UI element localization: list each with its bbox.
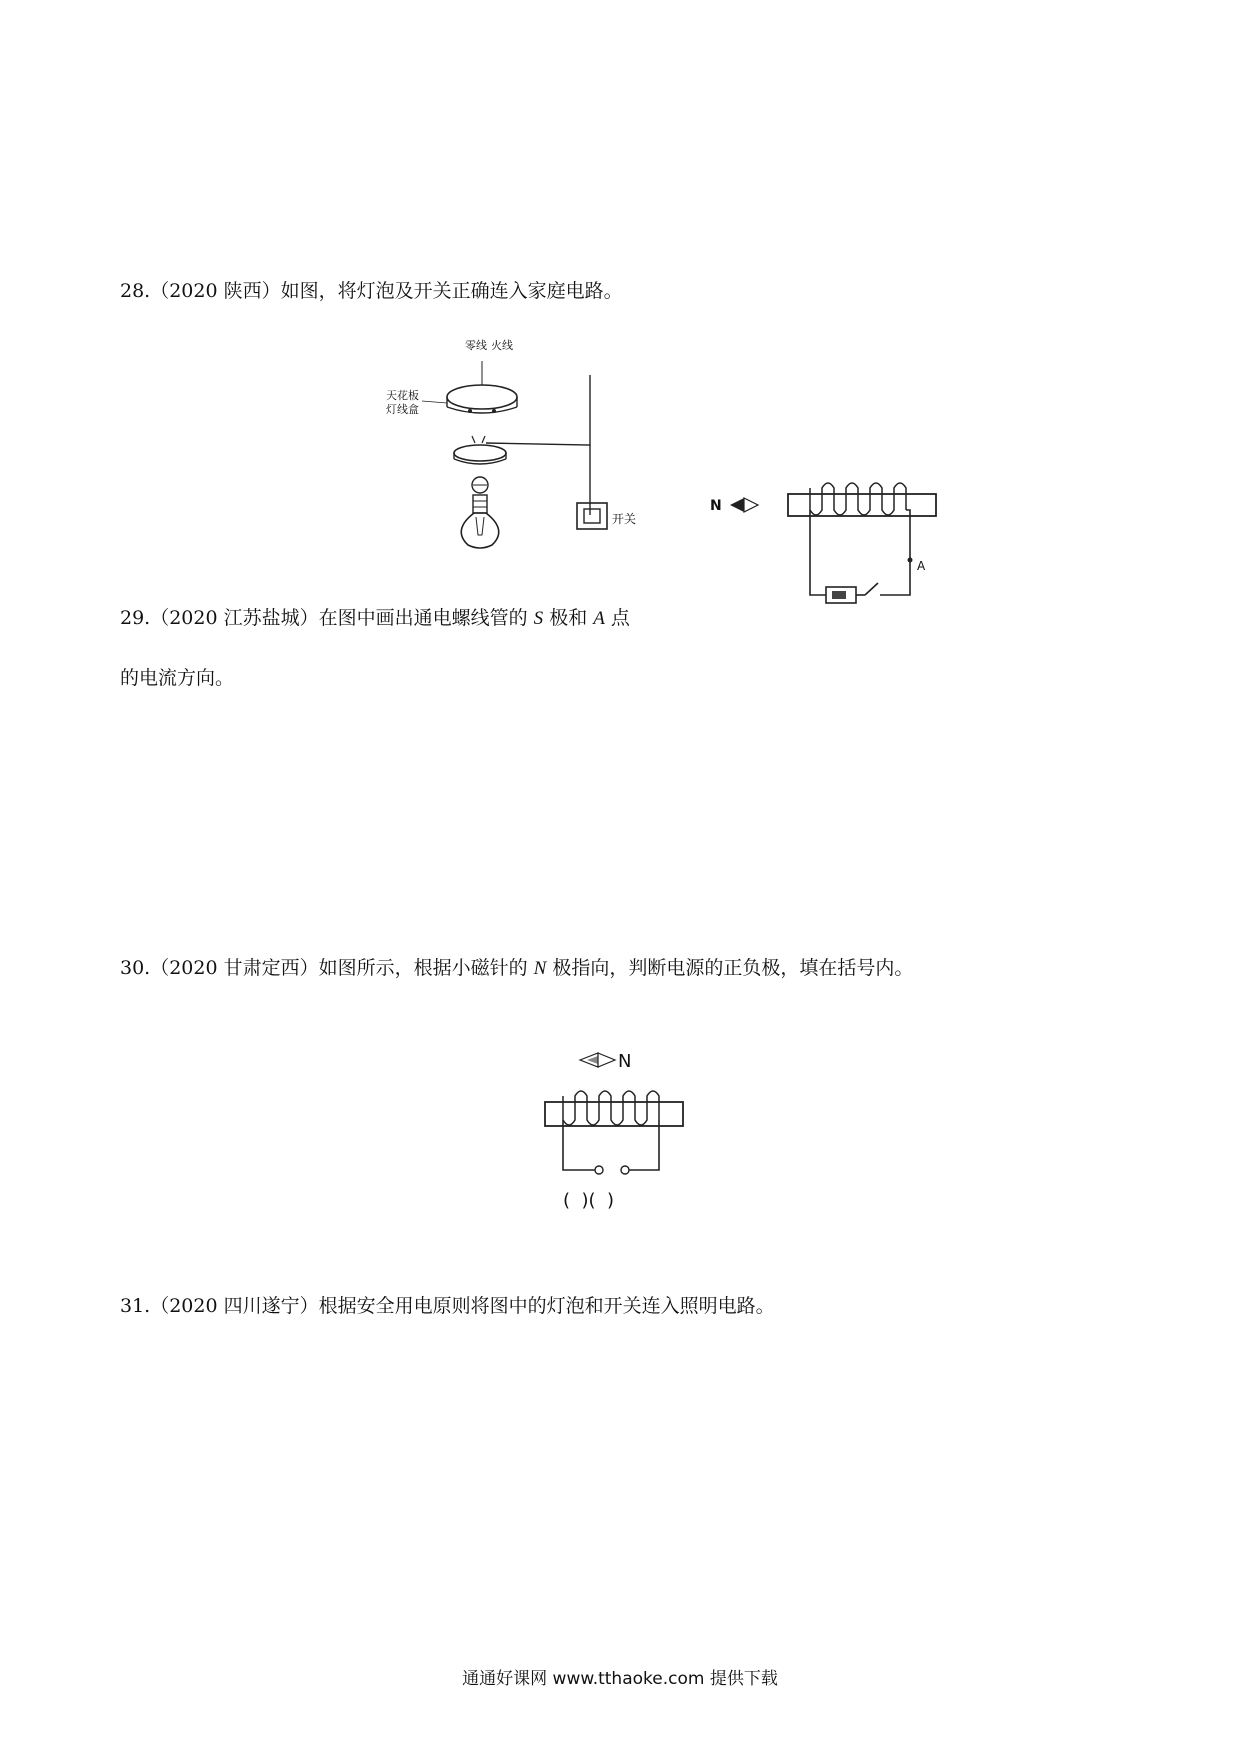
solenoid-coil	[563, 1091, 659, 1125]
question-text: 根据安全用电原则将图中的灯泡和开关连入照明电路。	[318, 1295, 775, 1317]
needle-dark-half	[598, 1053, 615, 1067]
point-a-label: A	[917, 559, 926, 573]
live-line-label: 火线	[491, 339, 513, 352]
question-30: 30.（2020 甘肃定西）如图所示，根据小磁针的 N 极指向，判断电源的正负极，填在括号内。	[120, 957, 914, 979]
question-source: （2020 陕西）	[150, 280, 281, 302]
neutral-terminal	[468, 409, 472, 413]
question-28	[120, 278, 623, 304]
question-source: （2020 江苏盐城）	[150, 607, 319, 629]
figure-29-solenoid	[710, 480, 960, 620]
circuit-wire-left	[563, 1120, 595, 1170]
question-29: 29.（2020 江苏盐城）在图中画出通电螺线管的 S 极和 A 点	[120, 607, 630, 629]
ceiling-box-label-2: 灯线盒	[386, 403, 419, 416]
switch-label: 开关	[612, 512, 637, 526]
ceiling-box	[447, 385, 517, 409]
polarity-brackets: ( )( )	[563, 1190, 614, 1211]
lamp-rose	[454, 445, 506, 461]
terminal-left	[595, 1166, 603, 1174]
solenoid-core	[545, 1102, 683, 1126]
question-source: （2020 甘肃定西）	[150, 957, 319, 979]
s-pole-symbol: S	[533, 608, 544, 629]
needle-n-label: N	[710, 498, 722, 514]
question-29-line2: 的电流方向。	[120, 667, 235, 689]
page-footer: 通通好课网 www.tthaoke.com 提供下载	[462, 1669, 778, 1689]
lamp-socket	[473, 495, 487, 513]
needle-n-label: N	[618, 1051, 632, 1072]
point-a-symbol: A	[593, 608, 605, 629]
figure-30-solenoid	[535, 1040, 695, 1220]
light-bulb	[461, 513, 498, 548]
question-31	[120, 1293, 775, 1319]
point-a	[908, 558, 913, 563]
circuit-wire-left	[810, 510, 826, 595]
question-number: 30.	[120, 957, 151, 979]
question-number: 28.	[120, 280, 151, 302]
ceiling-box-label-1: 天花板	[386, 389, 419, 402]
question-text: 如图，将灯泡及开关正确连入家庭电路。	[280, 280, 623, 302]
terminal-right	[621, 1166, 629, 1174]
neutral-line-label: 零线	[465, 339, 487, 352]
question-number: 31.	[120, 1295, 151, 1317]
figure-28-lamp-circuit	[386, 335, 720, 555]
wall-switch	[577, 503, 607, 529]
question-source: （2020 四川遂宁）	[150, 1295, 319, 1317]
wire-to-switch	[486, 443, 590, 515]
solenoid-coil	[810, 483, 906, 515]
circuit-wire-right	[880, 510, 910, 595]
needle-dark-half	[730, 498, 744, 512]
open-switch	[865, 583, 878, 595]
question-number: 29.	[120, 607, 151, 629]
live-terminal	[492, 409, 496, 413]
n-pole-symbol: N	[533, 958, 547, 979]
circuit-wire-right	[629, 1120, 659, 1170]
needle-light-half	[744, 498, 758, 512]
